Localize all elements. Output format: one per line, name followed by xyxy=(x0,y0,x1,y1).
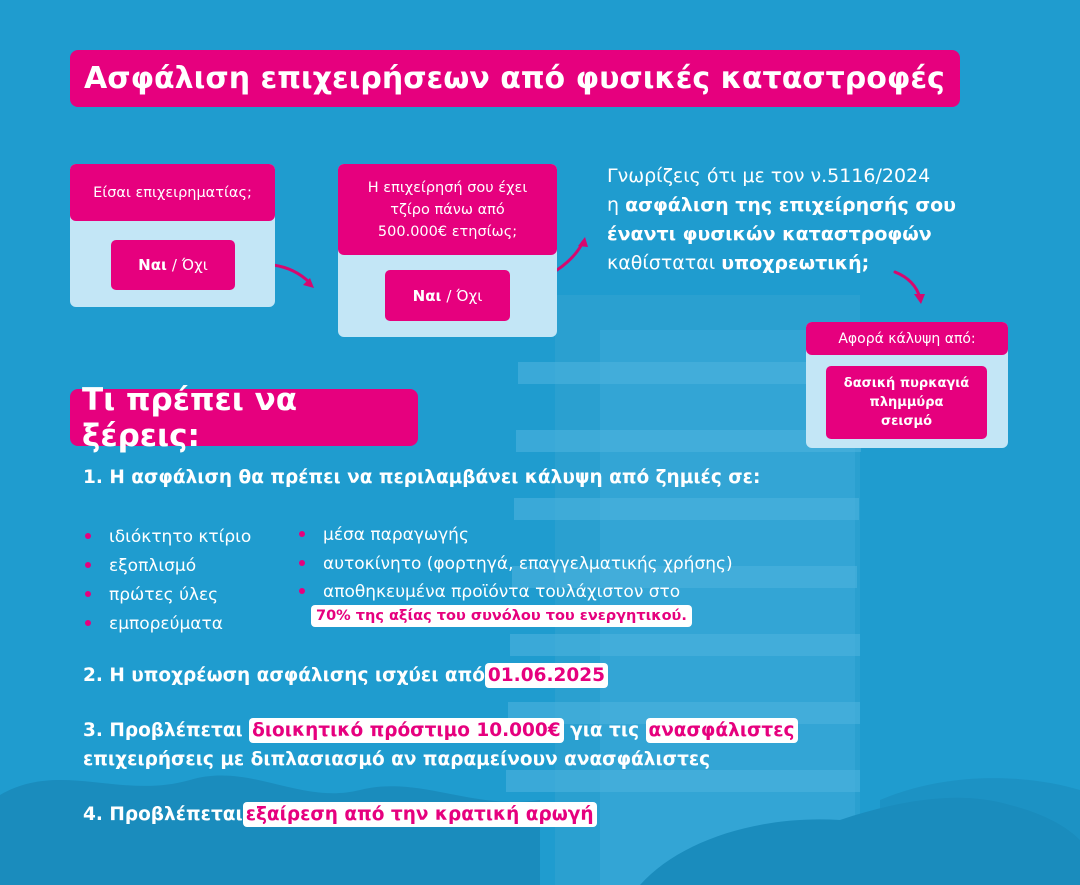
point-4-text: 4. Προβλέπεται xyxy=(83,804,243,825)
point-3 xyxy=(83,720,798,741)
point-1: 1. Η ασφάλιση θα πρέπει να περιλαμβάνει κάλυψη από ζημιές σε: xyxy=(83,467,761,488)
question-business-owner: Είσαι επιχειρηματίας; xyxy=(70,164,275,221)
yes-label: Ναι xyxy=(138,256,167,274)
uninsured-highlight: ανασφάλιστες xyxy=(646,718,798,743)
intro-part3: καθίσταται xyxy=(607,252,716,274)
point-3-line-2: επιχειρήσεις με διπλασιασμό αν παραμείνουν ανασφάλιστες xyxy=(83,749,711,770)
effective-date: 01.06.2025 xyxy=(485,663,608,688)
no-label: Όχι xyxy=(181,256,208,274)
fine-highlight: διοικητικό πρόστιμο 10.000€ xyxy=(249,718,564,743)
list-item: αυτοκίνητο (φορτηγά, επαγγελματικής χρήσης) xyxy=(297,550,733,579)
list-item: μέσα παραγωγής xyxy=(297,521,733,550)
point-3-text1: 3. Προβλέπεται xyxy=(83,720,243,741)
main-title: Ασφάλιση επιχειρήσεων από φυσικές καταστροφές xyxy=(70,50,960,107)
coverage-items-left xyxy=(83,523,251,639)
coverage-items-right xyxy=(297,521,733,607)
separator: / xyxy=(171,256,177,274)
intro-bold1: ασφάλιση της επιχείρησής σου έναντι φυσικών καταστροφών xyxy=(607,194,957,245)
list-item: πρώτες ύλες xyxy=(83,581,251,610)
hazard-item: πλημμύρα xyxy=(869,395,944,410)
separator: / xyxy=(446,286,452,305)
intro-text xyxy=(607,162,1007,278)
exclusion-highlight: εξαίρεση από την κρατική αρωγή xyxy=(243,802,597,827)
hazard-item: σεισμό xyxy=(880,414,933,429)
question-card-business-owner xyxy=(70,164,275,307)
section-title: Τι πρέπει να ξέρεις: xyxy=(70,389,418,446)
intro-part2: η xyxy=(607,194,620,216)
yes-no-button[interactable] xyxy=(111,240,235,290)
list-item: αποθηκευμένα προϊόντα τουλάχιστον στο xyxy=(297,578,733,607)
point-2 xyxy=(83,665,608,686)
coverage-header: Αφορά κάλυψη από: xyxy=(806,322,1008,355)
list-item: εμπορεύματα xyxy=(83,610,251,639)
list-item: εξοπλισμό xyxy=(83,552,251,581)
point-2-text: 2. Η υποχρέωση ασφάλισης ισχύει από xyxy=(83,665,485,686)
yes-label: Ναι xyxy=(412,286,442,305)
question-turnover: Η επιχείρησή σου έχει τζίρο πάνω από 500.000€ ετησίως; xyxy=(338,164,557,255)
intro-part1: Γνωρίζεις ότι με τον ν.5116/2024 xyxy=(607,165,931,187)
question-card-turnover xyxy=(338,164,557,337)
hazard-item: δασική πυρκαγιά xyxy=(843,376,970,391)
coverage-card xyxy=(806,322,1008,448)
intro-bold2: υποχρεωτική; xyxy=(721,252,870,274)
list-item: ιδιόκτητο κτίριο xyxy=(83,523,251,552)
yes-no-button[interactable] xyxy=(385,270,510,321)
asset-percentage-note: 70% της αξίας του συνόλου του ενεργητικού. xyxy=(311,605,692,627)
point-3-text2: για τις xyxy=(570,720,640,741)
no-label: Όχι xyxy=(456,286,483,305)
hazard-list xyxy=(826,366,987,439)
point-4 xyxy=(83,804,597,825)
